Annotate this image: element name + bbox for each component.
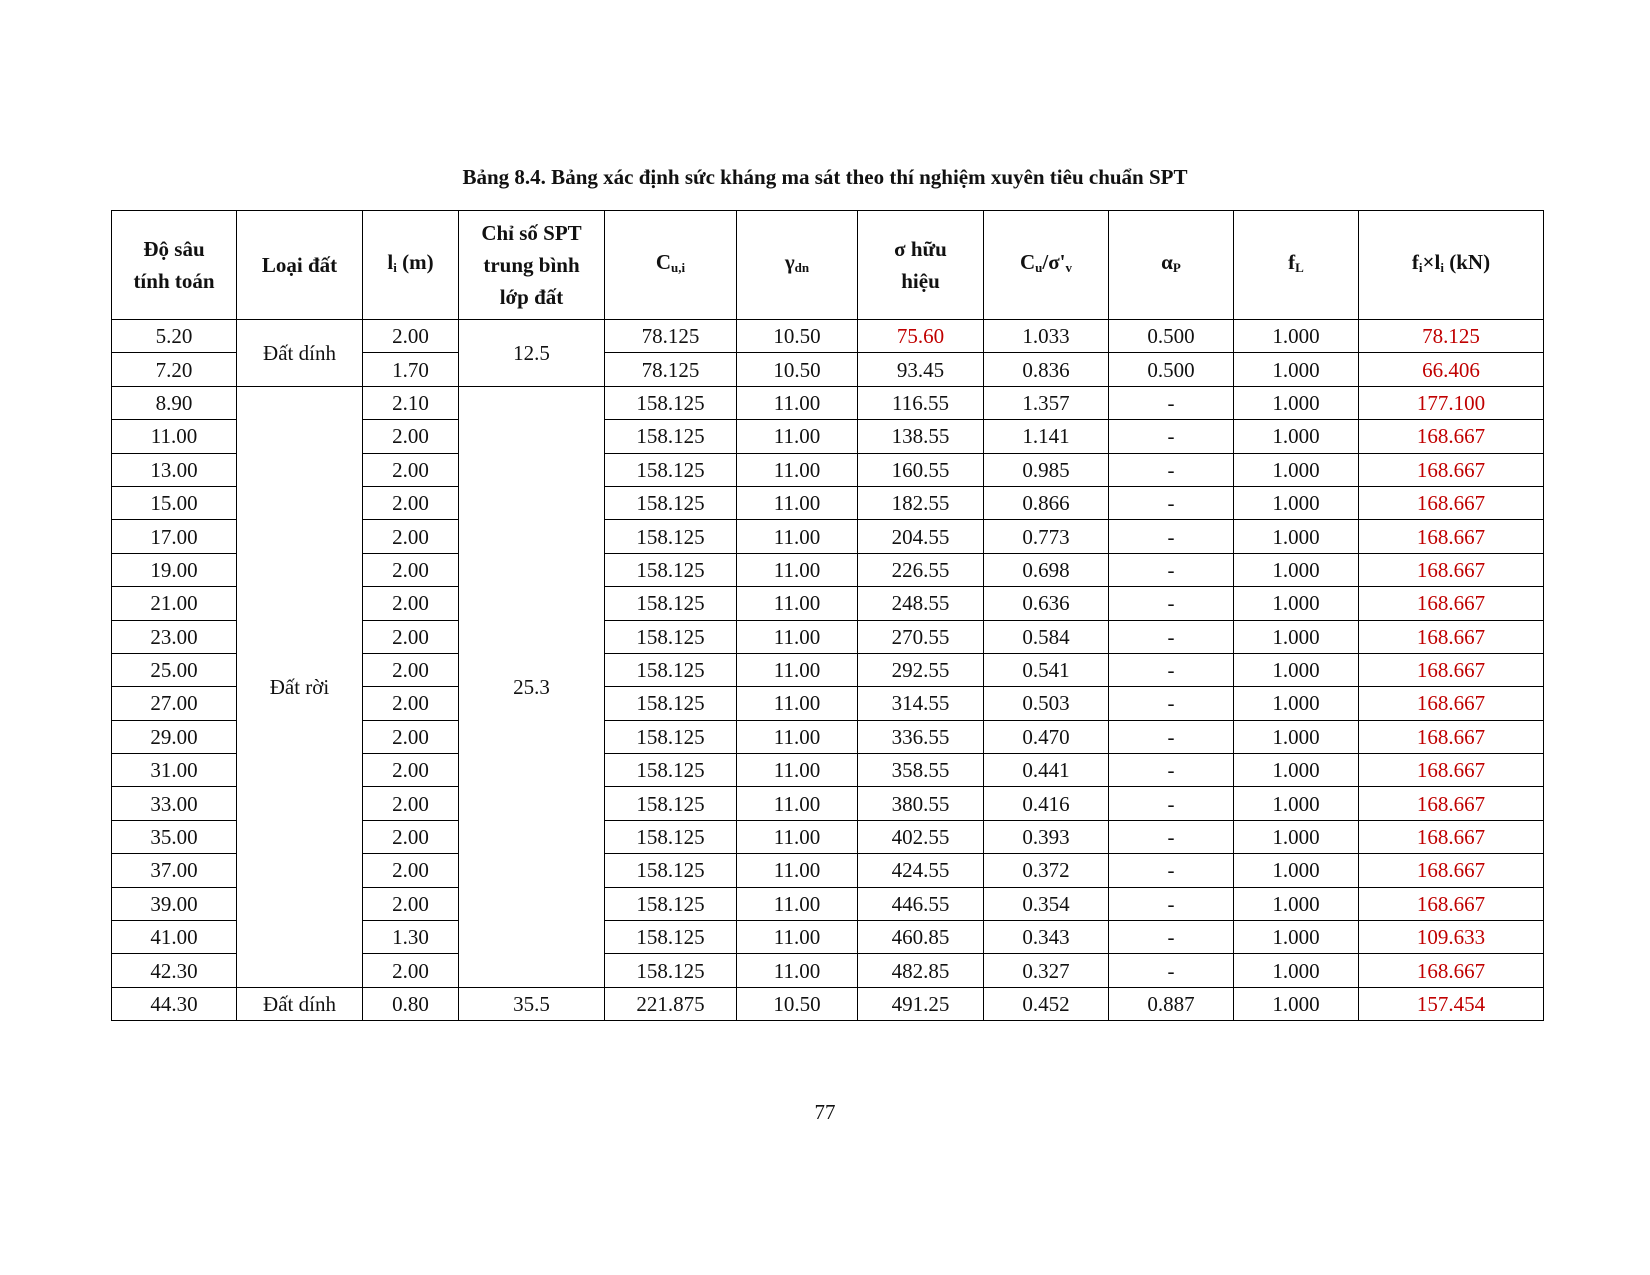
- cell-sigma: 160.55: [858, 453, 984, 486]
- cell-fili: 168.667: [1359, 787, 1544, 820]
- cell-fili: 157.454: [1359, 987, 1544, 1020]
- header-spt: Chỉ số SPT trung bình lớp đất: [459, 211, 605, 320]
- cell-ratio: 0.503: [984, 687, 1109, 720]
- cell-fili: 177.100: [1359, 386, 1544, 419]
- cell-ratio: 0.372: [984, 854, 1109, 887]
- cell-fili: 168.667: [1359, 653, 1544, 686]
- cell-li: 2.00: [363, 754, 459, 787]
- cell-alpha: -: [1109, 653, 1234, 686]
- cell-alpha: -: [1109, 754, 1234, 787]
- cell-depth: 11.00: [112, 420, 237, 453]
- cell-soil-type: Đất dính: [237, 987, 363, 1020]
- cell-cu: 158.125: [605, 453, 737, 486]
- cell-depth: 19.00: [112, 553, 237, 586]
- cell-sigma: 314.55: [858, 687, 984, 720]
- cell-sigma: 292.55: [858, 653, 984, 686]
- header-soil-type: Loại đất: [237, 211, 363, 320]
- cell-gamma: 11.00: [737, 453, 858, 486]
- cell-sigma: 75.60: [858, 320, 984, 353]
- cell-li: 2.00: [363, 520, 459, 553]
- cell-sigma: 226.55: [858, 553, 984, 586]
- cell-alpha: 0.887: [1109, 987, 1234, 1020]
- cell-gamma: 11.00: [737, 386, 858, 419]
- cell-ratio: 0.698: [984, 553, 1109, 586]
- cell-fili: 109.633: [1359, 921, 1544, 954]
- cell-li: 1.70: [363, 353, 459, 386]
- cell-gamma: 10.50: [737, 987, 858, 1020]
- cell-depth: 27.00: [112, 687, 237, 720]
- cell-gamma: 11.00: [737, 653, 858, 686]
- cell-fl: 1.000: [1234, 420, 1359, 453]
- cell-fili: 168.667: [1359, 520, 1544, 553]
- cell-alpha: -: [1109, 854, 1234, 887]
- cell-depth: 8.90: [112, 386, 237, 419]
- cell-alpha: -: [1109, 620, 1234, 653]
- cell-sigma: 446.55: [858, 887, 984, 920]
- cell-fl: 1.000: [1234, 887, 1359, 920]
- cell-ratio: 0.441: [984, 754, 1109, 787]
- cell-depth: 35.00: [112, 820, 237, 853]
- table-row: [112, 386, 1544, 419]
- cell-gamma: 11.00: [737, 420, 858, 453]
- cell-sigma: 93.45: [858, 353, 984, 386]
- cell-ratio: 0.393: [984, 820, 1109, 853]
- cell-ratio: 0.636: [984, 587, 1109, 620]
- cell-soil-type: Đất rời: [237, 386, 363, 987]
- cell-cu: 158.125: [605, 720, 737, 753]
- header-li: $l_i$ (m): [363, 211, 459, 320]
- cell-gamma: 11.00: [737, 754, 858, 787]
- cell-ratio: 0.452: [984, 987, 1109, 1020]
- cell-fili: 168.667: [1359, 687, 1544, 720]
- cell-li: 2.00: [363, 820, 459, 853]
- cell-li: 2.00: [363, 887, 459, 920]
- cell-depth: 29.00: [112, 720, 237, 753]
- cell-gamma: 11.00: [737, 620, 858, 653]
- cell-fili: 78.125: [1359, 320, 1544, 353]
- cell-ratio: 0.343: [984, 921, 1109, 954]
- cell-cu: 158.125: [605, 386, 737, 419]
- header-ratio: $C_u/\sigma'_v$: [984, 211, 1109, 320]
- cell-ratio: 0.773: [984, 520, 1109, 553]
- cell-fl: 1.000: [1234, 520, 1359, 553]
- cell-fl: 1.000: [1234, 453, 1359, 486]
- cell-alpha: -: [1109, 486, 1234, 519]
- cell-depth: 5.20: [112, 320, 237, 353]
- cell-spt: 25.3: [459, 386, 605, 987]
- cell-depth: 7.20: [112, 353, 237, 386]
- cell-alpha: -: [1109, 520, 1234, 553]
- cell-fili: 168.667: [1359, 887, 1544, 920]
- cell-fl: 1.000: [1234, 820, 1359, 853]
- cell-fl: 1.000: [1234, 854, 1359, 887]
- cell-depth: 13.00: [112, 453, 237, 486]
- header-depth: Độ sâu tính toán: [112, 211, 237, 320]
- cell-ratio: 0.836: [984, 353, 1109, 386]
- cell-cu: 158.125: [605, 486, 737, 519]
- cell-sigma: 336.55: [858, 720, 984, 753]
- page-number: 77: [814, 1100, 836, 1124]
- cell-sigma: 482.85: [858, 954, 984, 987]
- cell-fl: 1.000: [1234, 553, 1359, 586]
- cell-sigma: 138.55: [858, 420, 984, 453]
- table-row: [112, 320, 1544, 353]
- cell-gamma: 11.00: [737, 954, 858, 987]
- cell-fl: 1.000: [1234, 620, 1359, 653]
- cell-depth: 15.00: [112, 486, 237, 519]
- cell-alpha: 0.500: [1109, 353, 1234, 386]
- spt-friction-table: [111, 210, 1544, 1021]
- cell-li: 2.00: [363, 687, 459, 720]
- cell-cu: 158.125: [605, 954, 737, 987]
- cell-li: 2.00: [363, 420, 459, 453]
- cell-li: 2.00: [363, 320, 459, 353]
- cell-gamma: 11.00: [737, 553, 858, 586]
- cell-ratio: 0.354: [984, 887, 1109, 920]
- cell-alpha: -: [1109, 921, 1234, 954]
- cell-sigma: 116.55: [858, 386, 984, 419]
- cell-ratio: 0.866: [984, 486, 1109, 519]
- cell-gamma: 11.00: [737, 687, 858, 720]
- cell-depth: 33.00: [112, 787, 237, 820]
- cell-cu: 158.125: [605, 754, 737, 787]
- header-fl: $f_L$: [1234, 211, 1359, 320]
- cell-alpha: -: [1109, 787, 1234, 820]
- cell-alpha: -: [1109, 887, 1234, 920]
- cell-alpha: -: [1109, 587, 1234, 620]
- cell-gamma: 11.00: [737, 587, 858, 620]
- cell-li: 2.00: [363, 653, 459, 686]
- cell-li: 2.00: [363, 486, 459, 519]
- cell-alpha: -: [1109, 720, 1234, 753]
- cell-cu: 158.125: [605, 553, 737, 586]
- cell-fili: 66.406: [1359, 353, 1544, 386]
- cell-fili: 168.667: [1359, 553, 1544, 586]
- cell-gamma: 11.00: [737, 787, 858, 820]
- cell-li: 2.00: [363, 854, 459, 887]
- cell-ratio: 0.584: [984, 620, 1109, 653]
- cell-cu: 78.125: [605, 320, 737, 353]
- cell-depth: 23.00: [112, 620, 237, 653]
- header-cu: $C_{u,i}$: [605, 211, 737, 320]
- cell-gamma: 11.00: [737, 720, 858, 753]
- cell-sigma: 380.55: [858, 787, 984, 820]
- cell-gamma: 11.00: [737, 820, 858, 853]
- cell-soil-type: Đất dính: [237, 320, 363, 387]
- cell-fl: 1.000: [1234, 921, 1359, 954]
- cell-li: 2.00: [363, 453, 459, 486]
- table-caption: Bảng 8.4. Bảng xác định sức kháng ma sát theo thí nghiệm xuyên tiêu chuẩn SPT: [462, 165, 1188, 189]
- header-alpha: $\alpha_P$: [1109, 211, 1234, 320]
- cell-fili: 168.667: [1359, 754, 1544, 787]
- cell-cu: 158.125: [605, 687, 737, 720]
- cell-fl: 1.000: [1234, 386, 1359, 419]
- cell-fl: 1.000: [1234, 653, 1359, 686]
- cell-fl: 1.000: [1234, 353, 1359, 386]
- cell-ratio: 0.327: [984, 954, 1109, 987]
- cell-fl: 1.000: [1234, 486, 1359, 519]
- cell-cu: 158.125: [605, 787, 737, 820]
- cell-alpha: -: [1109, 820, 1234, 853]
- cell-gamma: 10.50: [737, 320, 858, 353]
- cell-alpha: -: [1109, 553, 1234, 586]
- cell-sigma: 270.55: [858, 620, 984, 653]
- cell-li: 2.00: [363, 587, 459, 620]
- cell-fl: 1.000: [1234, 587, 1359, 620]
- cell-depth: 39.00: [112, 887, 237, 920]
- header-fili: $f_i\times l_i$ (kN): [1359, 211, 1544, 320]
- cell-gamma: 11.00: [737, 921, 858, 954]
- cell-alpha: -: [1109, 420, 1234, 453]
- cell-sigma: 182.55: [858, 486, 984, 519]
- cell-depth: 42.30: [112, 954, 237, 987]
- cell-depth: 25.00: [112, 653, 237, 686]
- cell-fili: 168.667: [1359, 486, 1544, 519]
- cell-fili: 168.667: [1359, 620, 1544, 653]
- cell-fili: 168.667: [1359, 587, 1544, 620]
- cell-cu: 158.125: [605, 420, 737, 453]
- cell-gamma: 10.50: [737, 353, 858, 386]
- cell-fili: 168.667: [1359, 720, 1544, 753]
- cell-fili: 168.667: [1359, 954, 1544, 987]
- cell-fl: 1.000: [1234, 787, 1359, 820]
- cell-fl: 1.000: [1234, 720, 1359, 753]
- cell-ratio: 1.033: [984, 320, 1109, 353]
- cell-fl: 1.000: [1234, 987, 1359, 1020]
- cell-spt: 35.5: [459, 987, 605, 1020]
- cell-cu: 221.875: [605, 987, 737, 1020]
- table-row: [112, 987, 1544, 1020]
- cell-sigma: 204.55: [858, 520, 984, 553]
- cell-gamma: 11.00: [737, 520, 858, 553]
- cell-cu: 158.125: [605, 587, 737, 620]
- cell-ratio: 0.416: [984, 787, 1109, 820]
- cell-sigma: 491.25: [858, 987, 984, 1020]
- cell-ratio: 0.541: [984, 653, 1109, 686]
- cell-sigma: 424.55: [858, 854, 984, 887]
- table-body: [112, 320, 1544, 1021]
- cell-depth: 17.00: [112, 520, 237, 553]
- cell-depth: 44.30: [112, 987, 237, 1020]
- cell-gamma: 11.00: [737, 887, 858, 920]
- cell-depth: 37.00: [112, 854, 237, 887]
- cell-fili: 168.667: [1359, 820, 1544, 853]
- cell-cu: 158.125: [605, 653, 737, 686]
- cell-cu: 158.125: [605, 520, 737, 553]
- cell-ratio: 1.357: [984, 386, 1109, 419]
- cell-cu: 158.125: [605, 620, 737, 653]
- cell-gamma: 11.00: [737, 854, 858, 887]
- cell-li: 2.00: [363, 787, 459, 820]
- cell-cu: 158.125: [605, 854, 737, 887]
- cell-alpha: 0.500: [1109, 320, 1234, 353]
- cell-cu: 158.125: [605, 887, 737, 920]
- cell-fili: 168.667: [1359, 420, 1544, 453]
- cell-cu: 158.125: [605, 921, 737, 954]
- cell-li: 0.80: [363, 987, 459, 1020]
- cell-li: 1.30: [363, 921, 459, 954]
- cell-alpha: -: [1109, 687, 1234, 720]
- cell-sigma: 358.55: [858, 754, 984, 787]
- cell-alpha: -: [1109, 954, 1234, 987]
- cell-cu: 78.125: [605, 353, 737, 386]
- cell-alpha: -: [1109, 386, 1234, 419]
- cell-li: 2.00: [363, 954, 459, 987]
- cell-fl: 1.000: [1234, 320, 1359, 353]
- cell-depth: 21.00: [112, 587, 237, 620]
- cell-fili: 168.667: [1359, 453, 1544, 486]
- cell-depth: 31.00: [112, 754, 237, 787]
- cell-li: 2.00: [363, 620, 459, 653]
- cell-ratio: 0.985: [984, 453, 1109, 486]
- cell-gamma: 11.00: [737, 486, 858, 519]
- cell-li: 2.00: [363, 720, 459, 753]
- cell-fl: 1.000: [1234, 754, 1359, 787]
- cell-li: 2.10: [363, 386, 459, 419]
- header-gamma: $\gamma_{dn}$: [737, 211, 858, 320]
- cell-sigma: 460.85: [858, 921, 984, 954]
- header-sigma: σ hữu hiệu: [858, 211, 984, 320]
- cell-fl: 1.000: [1234, 687, 1359, 720]
- cell-depth: 41.00: [112, 921, 237, 954]
- cell-sigma: 402.55: [858, 820, 984, 853]
- cell-li: 2.00: [363, 553, 459, 586]
- cell-fl: 1.000: [1234, 954, 1359, 987]
- cell-spt: 12.5: [459, 320, 605, 387]
- cell-fili: 168.667: [1359, 854, 1544, 887]
- cell-ratio: 0.470: [984, 720, 1109, 753]
- cell-alpha: -: [1109, 453, 1234, 486]
- header-row: [112, 211, 1544, 320]
- cell-sigma: 248.55: [858, 587, 984, 620]
- cell-cu: 158.125: [605, 820, 737, 853]
- cell-ratio: 1.141: [984, 420, 1109, 453]
